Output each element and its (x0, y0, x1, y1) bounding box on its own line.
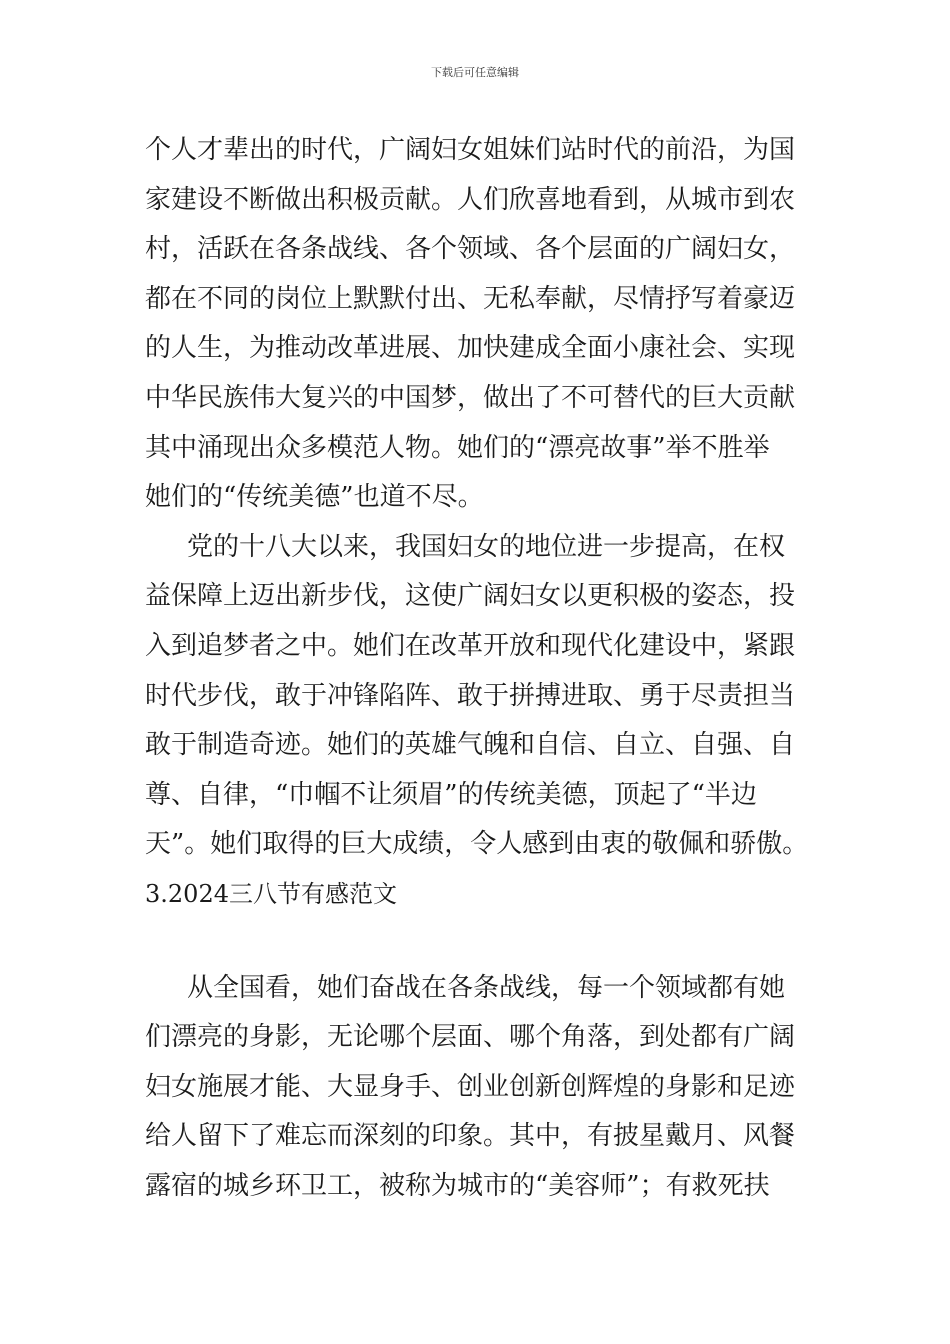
text-line: 给人留下了难忘而深刻的印象。其中，有披星戴月、风餐 (145, 1121, 796, 1152)
text-line: 的人生，为推动改革进展、加快建成全面小康社会、实现 (145, 333, 796, 364)
text-line: 时代步伐，敢于冲锋陷阵、敢于拼搏进取、勇于尽责担当 (145, 680, 796, 711)
text-line: 其中涌现出众多模范人物。她们的“漂亮故事”举不胜举 (145, 432, 770, 463)
text-line: 益保障上迈出新步伐，这使广阔妇女以更积极的姿态，投 (145, 581, 796, 612)
paragraph-2 (145, 523, 810, 870)
section-heading: 3.2024三八节有感范文 (145, 879, 397, 908)
document-body (145, 126, 810, 1211)
page-header: 下载后可任意编辑 (431, 66, 519, 79)
text-line: 党的十八大以来，我国妇女的地位进一步提高，在权 (187, 531, 786, 562)
text-line: 天”。她们取得的巨大成绩，令人感到由衷的敬佩和骄傲。 (145, 829, 809, 860)
text-line: 露宿的城乡环卫工，被称为城市的“美容师”；有救死扶 (145, 1170, 770, 1201)
paragraph-1 (145, 126, 810, 523)
text-line: 敢于制造奇迹。她们的英雄气魄和自信、自立、自强、自 (145, 730, 796, 761)
text-line: 家建设不断做出积极贡献。人们欣喜地看到，从城市到农 (145, 184, 796, 215)
paragraph-3 (145, 964, 810, 1212)
blank-line (145, 920, 810, 964)
text-line: 村，活跃在各条战线、各个领域、各个层面的广阔妇女， (145, 234, 796, 265)
text-line: 个人才辈出的时代，广阔妇女姐妹们站时代的前沿，为国 (145, 135, 796, 165)
text-line: 尊、自律，“巾帼不让须眉”的传统美德，顶起了“半边 (145, 779, 757, 810)
text-line: 从全国看，她们奋战在各条战线，每一个领域都有她 (187, 972, 786, 1003)
text-line: 们漂亮的身影，无论哪个层面、哪个角落，到处都有广阔 (145, 1022, 796, 1053)
text-line: 妇女施展才能、大显身手、创业创新创辉煌的身影和足迹 (145, 1071, 796, 1102)
text-line: 中华民族伟大复兴的中国梦，做出了不可替代的巨大贡献 (145, 382, 796, 413)
text-line: 都在不同的岗位上默默付出、无私奉献，尽情抒写着豪迈 (145, 283, 796, 314)
text-line: 入到追梦者之中。她们在改革开放和现代化建设中，紧跟 (145, 630, 796, 661)
text-line: 她们的“传统美德”也道不尽。 (145, 482, 484, 513)
